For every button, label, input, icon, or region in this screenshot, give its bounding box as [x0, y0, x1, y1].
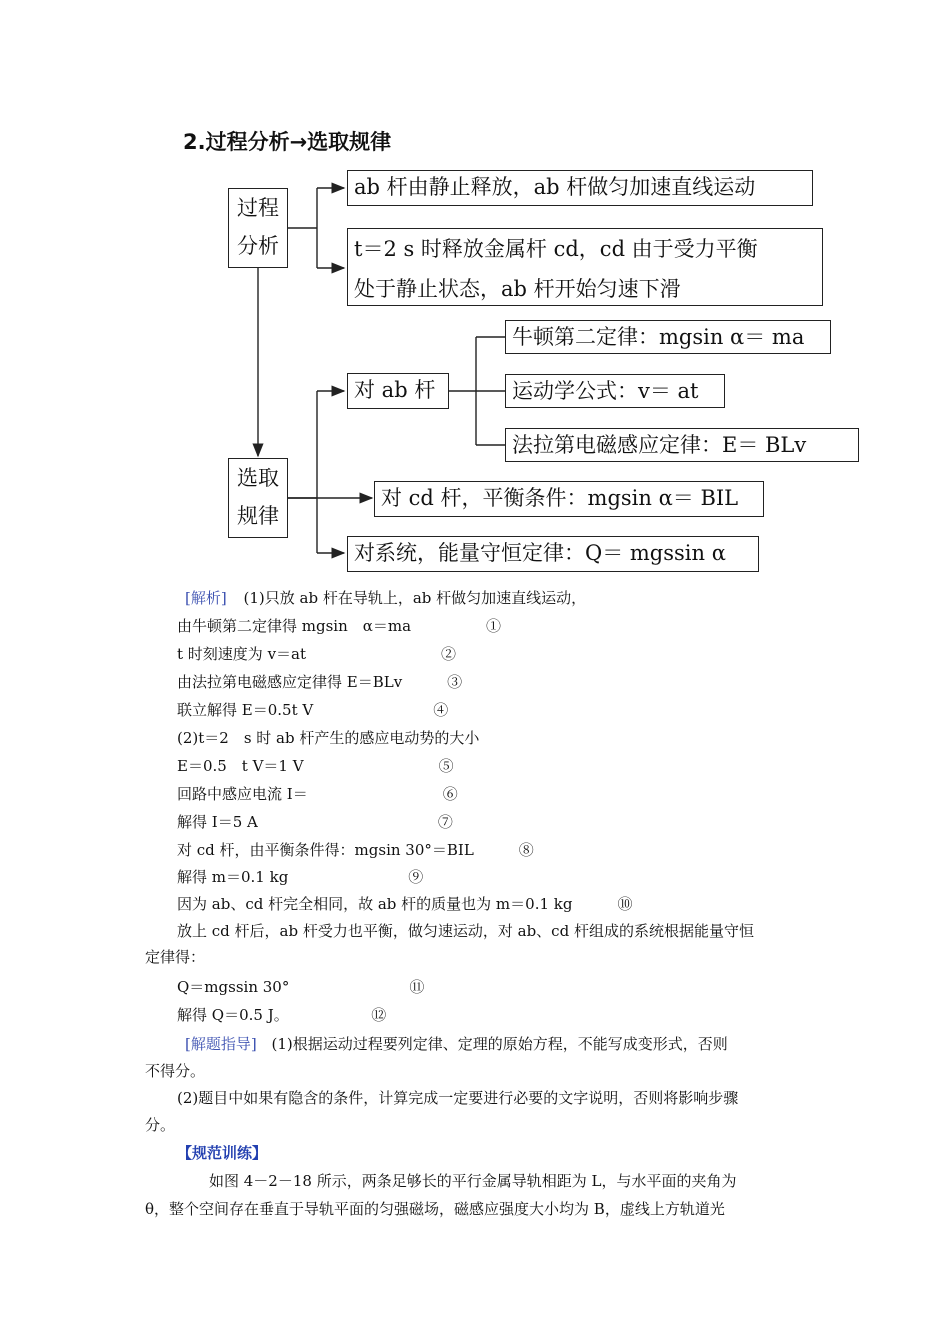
select-law-box: 选取 规律	[228, 458, 288, 538]
section-heading: 2.过程分析→选取规律	[183, 130, 392, 154]
solution-line: 定律得：	[145, 948, 206, 966]
solution-line: 联立解得 E＝0.5t V ④	[177, 701, 449, 719]
solution-line: E＝0.5 t V＝1 V ⑤	[177, 757, 454, 775]
solution-line: 对 cd 杆，由平衡条件得：mgsin 30°＝BIL ⑧	[177, 841, 534, 859]
solution-line: 解得 I＝5 A ⑦	[177, 813, 453, 831]
solution-line: 解得 m＝0.1 kg ⑨	[177, 868, 424, 886]
solution-line: 由法拉第电磁感应定律得 E＝BLv ③	[177, 673, 463, 691]
guidance-text: (1)根据运动过程要列定律、定理的原始方程，不能写成变形式，否则	[271, 1035, 728, 1053]
process-analysis-box: 过程 分析	[228, 188, 288, 268]
cd-rod-box: 对 cd 杆，平衡条件：mgsin α＝ BIL	[374, 481, 764, 517]
training-text: 如图 4－2－18 所示，两条足够长的平行金属导轨相距为 L，与水平面的夹角为	[209, 1172, 737, 1190]
guidance-tag: [解题指导]	[185, 1035, 257, 1053]
solution-line: (1)只放 ab 杆在导轨上，ab 杆做匀加速直线运动，	[243, 589, 587, 607]
guidance-text: 不得分。	[145, 1062, 206, 1080]
solution-line: Q＝mgssin 30° ⑪	[177, 978, 425, 996]
training-text: θ，整个空间存在垂直于导轨平面的匀强磁场，磁感应强度大小均为 B，虚线上方轨道光	[145, 1200, 725, 1218]
solution-line: 放上 cd 杆后，ab 杆受力也平衡，做匀速运动，对 ab、cd 杆组成的系统根据能量守恒	[177, 922, 754, 940]
ab-release-box: ab 杆由静止释放，ab 杆做匀加速直线运动	[347, 170, 813, 206]
solution-tag: [解析]	[185, 589, 227, 607]
guidance-text: (2)题目中如果有隐含的条件，计算完成一定要进行必要的文字说明，否则将影响步骤	[177, 1089, 739, 1107]
guidance-text: 分。	[145, 1116, 176, 1134]
ab-rod-box: 对 ab 杆	[347, 373, 449, 409]
solution-line: t 时刻速度为 v＝at ②	[177, 645, 457, 663]
solution-line: 回路中感应电流 I＝ ⑥	[177, 785, 458, 803]
solution-line: (2)t＝2 s 时 ab 杆产生的感应电动势的大小	[177, 729, 480, 747]
solution-line: 解得 Q＝0.5 J。 ⑫	[177, 1006, 387, 1024]
kinematics-box: 运动学公式：v＝ at	[505, 374, 725, 408]
solution-line: 由牛顿第二定律得 mgsin α＝ma ①	[177, 617, 502, 635]
system-energy-box: 对系统，能量守恒定律：Q＝ mgssin α	[347, 536, 759, 572]
solution-line: 因为 ab、cd 杆完全相同，故 ab 杆的质量也为 m＝0.1 kg ⑩	[177, 895, 633, 913]
faraday-law-box: 法拉第电磁感应定律：E＝ BLv	[505, 428, 859, 462]
training-tag: 【规范训练】	[177, 1144, 268, 1162]
cd-release-box: t＝2 s 时释放金属杆 cd，cd 由于受力平衡 处于静止状态，ab 杆开始匀速下滑	[347, 228, 823, 306]
newton-law-box: 牛顿第二定律：mgsin α＝ ma	[505, 320, 831, 354]
